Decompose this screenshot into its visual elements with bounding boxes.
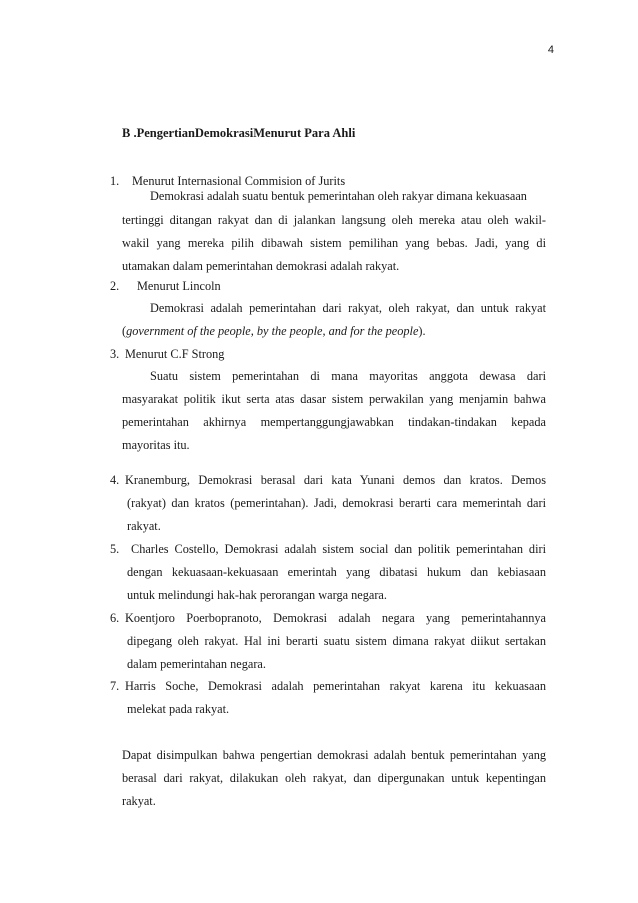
item-title: Menurut Internasional Commision of Jurits: [132, 174, 346, 188]
paragraph-line: (rakyat) dan kratos (pemerintahan). Jadi, demokrasi berarti cara memerintah dari: [127, 496, 546, 510]
conclusion-line: berasal dari rakyat, dilakukan oleh rakyat, dan dipergunakan untuk kepentingan: [122, 771, 546, 785]
paragraph-line: Demokrasi adalah pemerintahan dari rakyat, oleh rakyat, dan untuk rakyat: [150, 301, 546, 315]
conclusion-line: rakyat.: [122, 794, 156, 808]
paragraph-line: [122, 324, 426, 339]
paragraph-line: dalam pemerintahan negara.: [127, 657, 266, 671]
paragraph-line: Suatu sistem pemerintahan di mana mayoritas anggota dewasa dari: [150, 369, 546, 383]
paragraph-line: tertinggi ditangan rakyat dan di jalankan langsung oleh mereka atau oleh wakil-: [122, 213, 546, 227]
paren-open: (: [122, 324, 127, 338]
paragraph-line: rakyat.: [127, 519, 161, 533]
paragraph-line: pemerintahan akhirnya mempertanggungjawabkan tindakan-tindakan kepada: [122, 415, 546, 429]
paragraph-line: wakil yang mereka pilih dibawah sistem pemilihan yang bebas. Jadi, yang di: [122, 236, 546, 250]
list-number: 4.: [110, 473, 120, 487]
paragraph-line: Harris Soche, Demokrasi adalah pemerintahan rakyat karena itu kekuasaan: [125, 679, 546, 693]
paragraph-line: untuk melindungi hak-hak perorangan warga negara.: [127, 588, 387, 602]
conclusion-line: Dapat disimpulkan bahwa pengertian demokrasi adalah bentuk pemerintahan yang: [122, 748, 546, 762]
list-number: 1.: [110, 174, 120, 188]
paragraph-line: Charles Costello, Demokrasi adalah sistem social dan politik pemerintahan diri: [131, 542, 546, 556]
list-number: 5.: [110, 542, 120, 556]
page-number: 4: [547, 44, 554, 56]
item-title: Menurut C.F Strong: [125, 347, 225, 361]
paragraph-line: melekat pada rakyat.: [127, 702, 230, 716]
section-heading: B .PengertianDemokrasiMenurut Para Ahli: [122, 126, 356, 140]
paragraph-line: Demokrasi adalah suatu bentuk pemerintahan oleh rakyar dimana kekuasaan: [150, 189, 527, 203]
paren-close: ).: [418, 324, 426, 338]
paragraph-line: dipegang oleh rakyat. Hal ini berarti suatu sistem dimana rakyat diikut sertakan: [127, 634, 546, 648]
list-number: 6.: [110, 611, 120, 625]
paragraph-line: mayoritas itu.: [122, 438, 190, 452]
italic-quote: government of the people, by the people, and for the people: [126, 324, 419, 338]
list-number: 7.: [110, 679, 120, 693]
paragraph-line: dengan kekuasaan-kekuasaan emerintah yang dibatasi hukum dan kebiasaan: [127, 565, 546, 579]
paragraph-line: Koentjoro Poerbopranoto, Demokrasi adalah negara yang pemerintahannya: [125, 611, 546, 625]
list-number: 2.: [110, 279, 120, 293]
paragraph-line: masyarakat politik ikut serta atas dasar sistem perwakilan yang menjamin bahwa: [122, 392, 546, 406]
list-number: 3.: [110, 347, 120, 361]
paragraph-line: utamakan dalam pemerintahan demokrasi adalah rakyat.: [122, 259, 400, 273]
paragraph-line: Kranemburg, Demokrasi berasal dari kata Yunani demos dan kratos. Demos: [125, 473, 546, 487]
item-title: Menurut Lincoln: [137, 279, 221, 293]
